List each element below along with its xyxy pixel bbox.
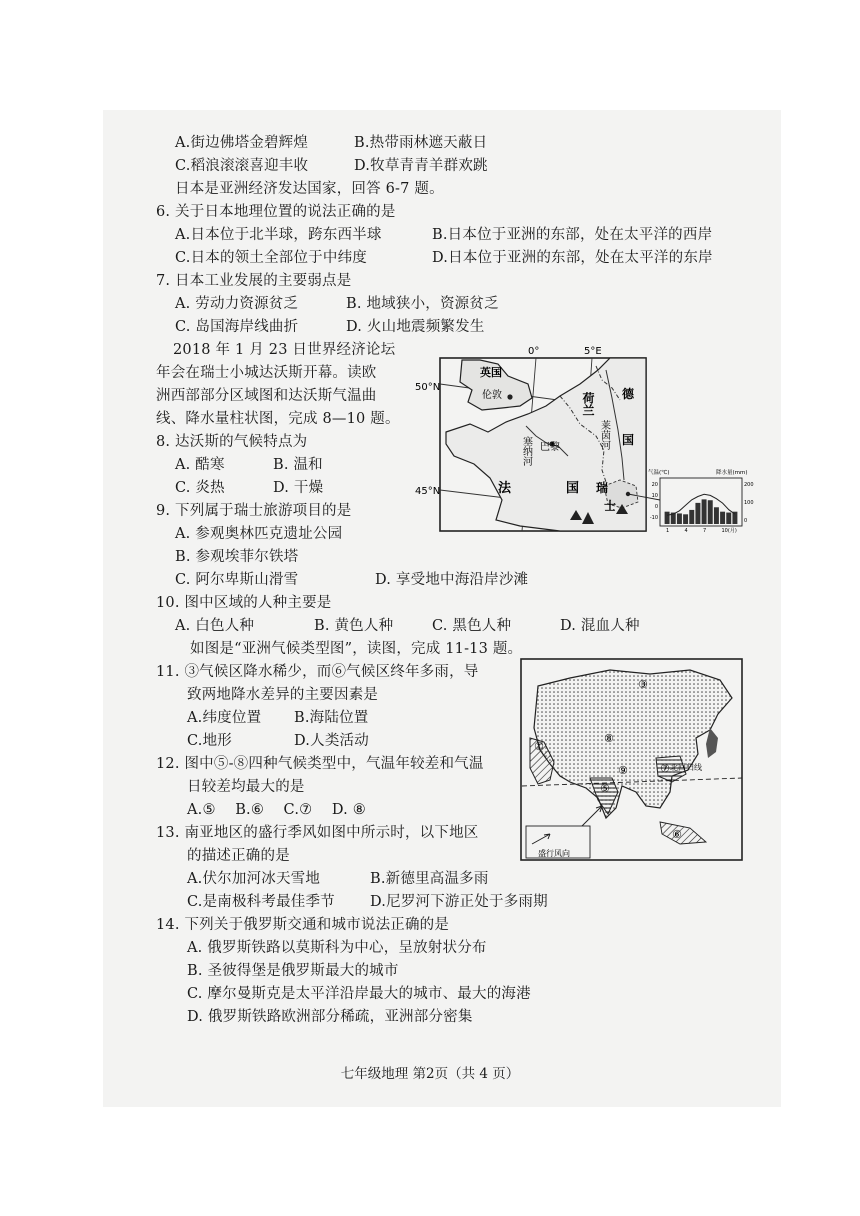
tropic-label: 北回归线 — [670, 763, 702, 772]
q10-option-a: A. 白色人种 — [175, 618, 255, 634]
precip-bar — [720, 512, 725, 524]
climate-tick-label: 0 — [744, 518, 748, 524]
precip-bar — [726, 513, 731, 524]
q6-option-d: D.日本位于亚洲的东部，处在太平洋的东岸 — [432, 250, 713, 266]
climate-temp-axis-label: 气温(℃) — [648, 470, 670, 476]
q12-stem-line1: 12. 图中⑤-⑧四种气候类型中，气温年较差和气温 — [156, 756, 484, 772]
region-7-label: ⑦ — [660, 762, 670, 775]
q6-option-b: B.日本位于亚洲的东部，处在太平洋的西岸 — [432, 227, 713, 243]
q13-stem-line1: 13. 南亚地区的盛行季风如图中所示时，以下地区 — [156, 825, 479, 841]
climate-tick-label: 10 — [651, 493, 658, 499]
q8-option-d: D. 干燥 — [273, 480, 324, 496]
climate-tick-label: 1 — [666, 528, 670, 534]
intro-6-7: 日本是亚洲经济发达国家，回答 6-7 题。 — [175, 181, 444, 197]
climate-tick-label: 4 — [684, 528, 688, 534]
asia-climate-map — [520, 658, 744, 862]
precip-bar — [683, 514, 688, 524]
q8-option-c: C. 炎热 — [175, 480, 225, 496]
q5-option-b: B.热带雨林遮天蔽日 — [354, 135, 488, 151]
region-8-label: ⑧ — [604, 732, 614, 745]
q12-stem-line2: 日较差均最大的是 — [187, 779, 305, 795]
precip-bar — [677, 513, 682, 524]
q12-options: A.⑤ B.⑥ C.⑦ D. ⑧ — [187, 802, 366, 818]
switzerland-label-1: 瑞 — [596, 481, 609, 495]
q9-option-d: D. 享受地中海沿岸沙滩 — [375, 572, 529, 588]
switzerland-label-2: 士 — [604, 499, 617, 513]
q13-option-b: B.新德里高温多雨 — [370, 871, 489, 887]
france-label-2: 国 — [566, 481, 580, 496]
q11-option-d: D.人类活动 — [294, 733, 369, 749]
london-label: 伦敦 — [482, 390, 502, 401]
q14-option-b: B. 圣彼得堡是俄罗斯最大的城市 — [187, 963, 399, 979]
climate-tick-label: 7 — [703, 528, 707, 534]
region-3-label: ③ — [638, 678, 648, 691]
paris-label: 巴黎 — [540, 442, 560, 453]
germany-label-2: 国 — [622, 433, 635, 447]
seine-label: 塞纳河 — [520, 436, 532, 466]
netherlands-label: 荷兰 — [581, 392, 595, 416]
q10-option-b: B. 黄色人种 — [314, 618, 394, 634]
uk-label: 英国 — [480, 366, 502, 379]
region-1-label: ① — [534, 740, 544, 753]
page-footer: 七年级地理 第2页（共 4 页） — [340, 1066, 520, 1082]
q11-option-c: C.地形 — [187, 733, 232, 749]
q5-option-c: C.稻浪滚滚喜迎丰收 — [175, 158, 309, 174]
west-europe-map — [410, 340, 754, 540]
q6-option-c: C.日本的领土全部位于中纬度 — [175, 250, 367, 266]
q7-stem: 7. 日本工业发展的主要弱点是 — [156, 273, 352, 289]
climate-tick-label: 10(月) — [721, 528, 737, 534]
climate-precip-axis-label: 降水量(mm) — [716, 470, 748, 476]
precip-bar — [708, 500, 713, 524]
davos-climate-chart — [648, 468, 754, 534]
intro-8-10-line2: 年会在瑞士小城达沃斯开幕。读欧 — [156, 365, 377, 381]
q7-option-d: D. 火山地震频繁发生 — [346, 319, 485, 335]
lon-5e-label: 5°E — [584, 346, 602, 357]
q11-option-a: A.纬度位置 — [187, 710, 262, 726]
q10-stem: 10. 图中区域的人种主要是 — [156, 595, 332, 611]
intro-8-10-line4: 线、降水量柱状图，完成 8—10 题。 — [156, 411, 400, 427]
q7-option-c: C. 岛国海岸线曲折 — [175, 319, 299, 335]
q9-stem: 9. 下列属于瑞士旅游项目的是 — [156, 503, 352, 519]
london-dot — [507, 394, 512, 399]
climate-tick-label: 100 — [744, 500, 754, 506]
lon-0-label: 0° — [528, 346, 540, 357]
q5-option-a: A.街边佛塔金碧辉煌 — [175, 135, 309, 151]
q14-stem: 14. 下列关于俄罗斯交通和城市说法正确的是 — [156, 917, 450, 933]
q13-stem-line2: 的描述正确的是 — [187, 848, 290, 864]
climate-tick-label: 200 — [744, 482, 754, 488]
france-label-1: 法 — [498, 481, 512, 496]
region-6-label: ⑥ — [672, 828, 682, 841]
precip-bar — [665, 512, 670, 524]
intro-8-10-line3: 洲西部部分区域图和达沃斯气温曲 — [156, 388, 377, 404]
precip-bar — [695, 503, 700, 524]
q8-option-b: B. 温和 — [273, 457, 323, 473]
q6-option-a: A.日本位于北半球，跨东西半球 — [175, 227, 382, 243]
climate-tick-label: 0 — [654, 504, 658, 510]
q8-option-a: A. 酷寒 — [175, 457, 225, 473]
region-9-label: ⑨ — [618, 764, 628, 777]
q9-option-b: B. 参观埃菲尔铁塔 — [175, 549, 299, 565]
q6-stem: 6. 关于日本地理位置的说法正确的是 — [156, 204, 396, 220]
precip-bar — [702, 499, 707, 524]
q10-option-c: C. 黑色人种 — [432, 618, 512, 634]
q5-option-d: D.牧草青青羊群欢跳 — [354, 158, 488, 174]
q13-option-a: A.伏尔加河冰天雪地 — [187, 871, 321, 887]
q14-option-d: D. 俄罗斯铁路欧洲部分稀疏，亚洲部分密集 — [187, 1009, 473, 1025]
climate-tick-label: -10 — [649, 515, 658, 521]
precip-bar — [714, 507, 719, 524]
climate-tick-label: 20 — [651, 482, 658, 488]
region-5-label: ⑤ — [600, 782, 610, 795]
q8-stem: 8. 达沃斯的气候特点为 — [156, 434, 308, 450]
q13-option-d: D.尼罗河下游正处于多雨期 — [370, 894, 548, 910]
q9-option-a: A. 参观奥林匹克遗址公园 — [175, 526, 343, 542]
q11-stem-line1: 11. ③气候区降水稀少，而⑥气候区终年多雨，导 — [156, 664, 479, 680]
q11-stem-line2: 致两地降水差异的主要因素是 — [187, 687, 379, 703]
q9-option-c: C. 阿尔卑斯山滑雪 — [175, 572, 299, 588]
q10-option-d: D. 混血人种 — [560, 618, 640, 634]
precip-bar — [689, 510, 694, 524]
q7-option-a: A. 劳动力资源贫乏 — [175, 296, 299, 312]
q14-option-c: C. 摩尔曼斯克是太平洋沿岸最大的城市、最大的海港 — [187, 986, 531, 1002]
lat-50n-label: 50°N — [415, 382, 441, 393]
lat-45n-label: 45°N — [415, 486, 441, 497]
q13-option-c: C.是南极科考最佳季节 — [187, 894, 335, 910]
rhine-label: 莱茵河 — [598, 420, 610, 450]
germany-label-1: 德 — [622, 387, 635, 401]
q7-option-b: B. 地域狭小，资源贫乏 — [346, 296, 499, 312]
q11-option-b: B.海陆位置 — [294, 710, 369, 726]
q14-option-a: A. 俄罗斯铁路以莫斯科为中心，呈放射状分布 — [187, 940, 487, 956]
legend-label: 盛行风向 — [538, 849, 570, 858]
intro-8-10-line1: 2018 年 1 月 23 日世界经济论坛 — [173, 342, 396, 358]
intro-11-13: 如图是“亚洲气候类型图”，读图，完成 11-13 题。 — [190, 641, 523, 657]
